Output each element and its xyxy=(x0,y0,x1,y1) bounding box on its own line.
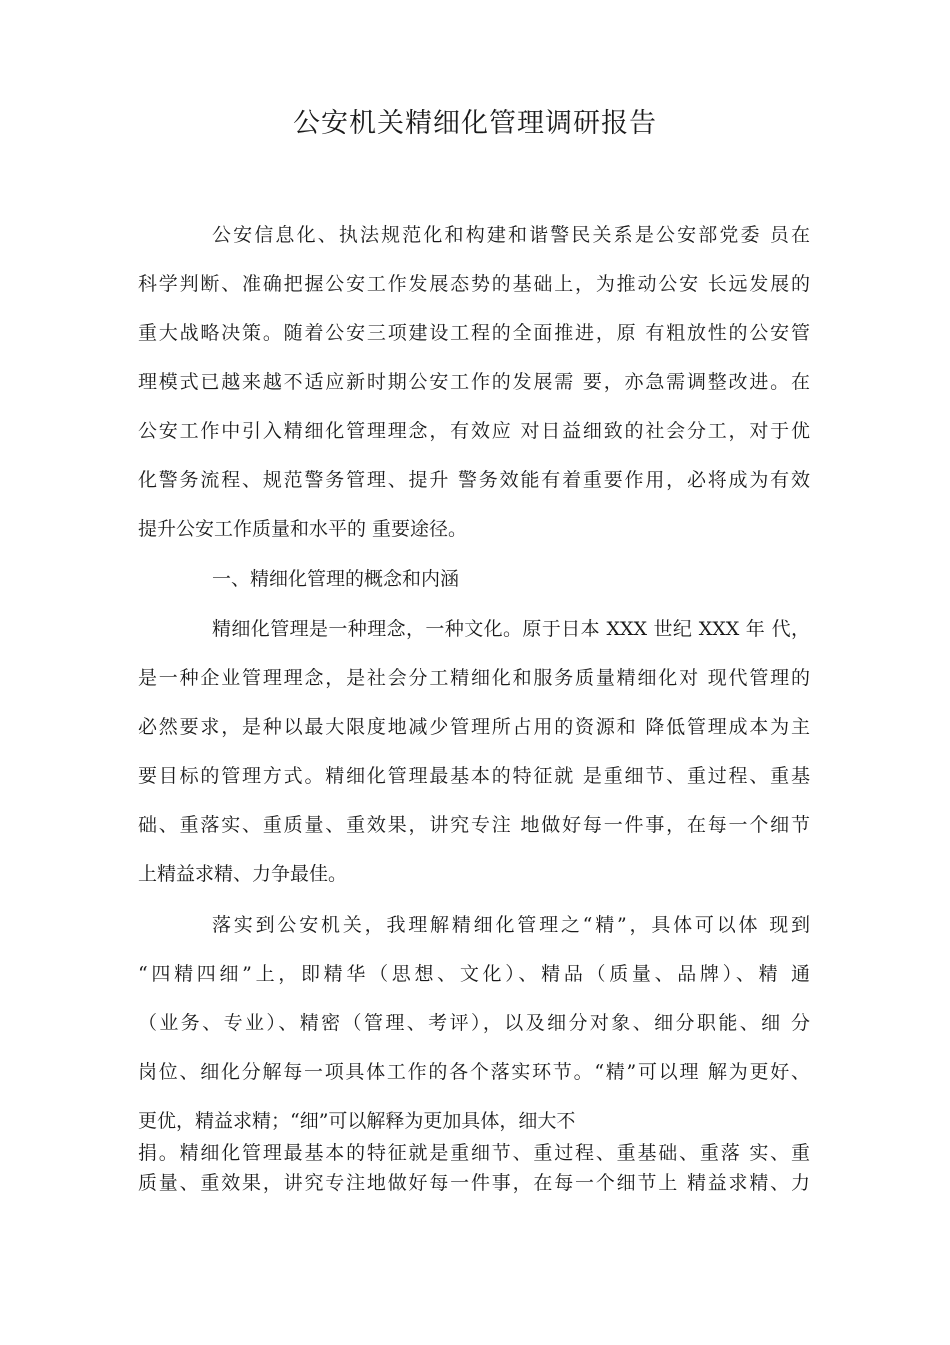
paragraph-line: 落实到公安机关，我理解精细化管理之“精”，具体可以体 现到 xyxy=(212,914,810,936)
paragraph-line: “四精四细”上，即精华（思想、文化）、精品（质量、品牌）、精 通 xyxy=(138,963,810,985)
paragraph-line: 科学判断、准确把握公安工作发展态势的基础上，为推动公安 长远发展的 xyxy=(138,273,810,295)
paragraph-line: 提升公安工作质量和水平的 重要途径。 xyxy=(138,518,468,540)
document-title: 公安机关精细化管理调研报告 xyxy=(293,108,657,139)
paragraph-line: 更优，精益求精；“细”可以解释为更加具体，细大不 xyxy=(138,1110,576,1132)
paragraph-line: 岗位、细化分解每一项具体工作的各个落实环节。“精”可以理 解为更好、 xyxy=(138,1061,810,1083)
paragraph-line: 础、重落实、重质量、重效果，讲究专注 地做好每一件事，在每一个细节 xyxy=(138,814,810,836)
paragraph-line: （业务、专业）、精密（管理、考评），以及细分对象、细分职能、细 分 xyxy=(138,1012,810,1034)
paragraph-line: 是一种企业管理理念，是社会分工精细化和服务质量精细化对 现代管理的 xyxy=(138,667,810,689)
paragraph-line: 要目标的管理方式。精细化管理最基本的特征就 是重细节、重过程、重基 xyxy=(138,765,810,787)
paragraph-line: 化警务流程、规范警务管理、提升 警务效能有着重要作用，必将成为有效 xyxy=(138,469,810,491)
paragraph-line: 理模式已越来越不适应新时期公安工作的发展需 要，亦急需调整改进。在 xyxy=(138,371,810,393)
paragraph-line: 质量、重效果，讲究专注地做好每一件事，在每一个细节上 精益求精、力 xyxy=(138,1172,810,1194)
paragraph-line: 精细化管理是一种理念，一种文化。原于日本 XXX 世纪 XXX 年 代， xyxy=(212,618,810,640)
paragraph-line: 必然要求，是种以最大限度地减少管理所占用的资源和 降低管理成本为主 xyxy=(138,716,810,738)
paragraph-line: 公安信息化、执法规范化和构建和谐警民关系是公安部党委 员在 xyxy=(212,224,810,246)
paragraph-line: 公安工作中引入精细化管理理念，有效应 对日益细致的社会分工，对于优 xyxy=(138,420,810,442)
section-heading: 一、精细化管理的概念和内涵 xyxy=(212,568,460,590)
paragraph-line: 捐。精细化管理最基本的特征就是重细节、重过程、重基础、重落 实、重 xyxy=(138,1142,810,1164)
paragraph-line: 上精益求精、力争最佳。 xyxy=(138,863,348,885)
paragraph-line: 重大战略决策。随着公安三项建设工程的全面推进，原 有粗放性的公安管 xyxy=(138,322,810,344)
